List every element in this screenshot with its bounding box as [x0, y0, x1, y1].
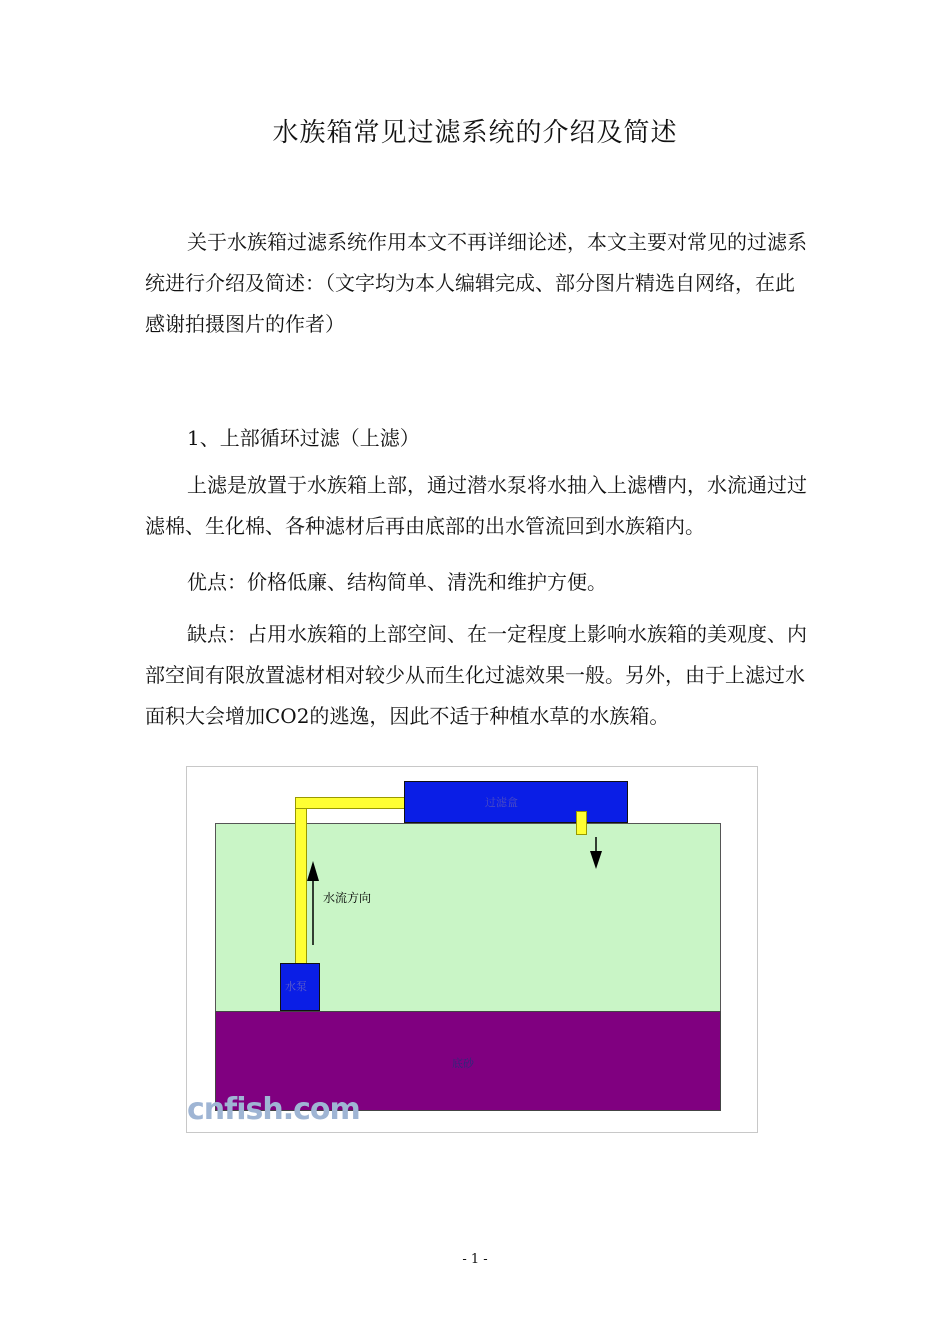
top-filter-diagram: [186, 766, 758, 1133]
watermark-logo: cnfish.com: [187, 1092, 360, 1127]
disadvantages-paragraph: 缺点：占用水族箱的上部空间、在一定程度上影响水族箱的美观度、内部空间有限放置滤材相对较少从而生化过滤效果一般。另外，由于上滤过水面积大会增加CO2的逃逸，因此不适于种植水草的水族箱。: [145, 622, 807, 728]
flow-arrows: [187, 767, 757, 1132]
section-heading: 1、上部循环过滤（上滤）: [187, 426, 420, 450]
advantages-paragraph: 优点：价格低廉、结构简单、清洗和维护方便。: [187, 570, 607, 594]
page-number: - 1 -: [462, 1252, 488, 1267]
flow-direction-label: 水流方向: [323, 891, 372, 905]
page-title: 水族箱常见过滤系统的介绍及简述: [272, 118, 678, 148]
down-arrow-icon: [590, 837, 602, 869]
filter-box-label: 过滤盒: [485, 796, 518, 809]
substrate-label: 底砂: [452, 1057, 474, 1070]
pump-label: 水泵: [285, 980, 307, 993]
intro-paragraph: 关于水族箱过滤系统作用本文不再详细论述，本文主要对常见的过滤系统进行介绍及简述：（文字均为本人编辑完成、部分图片精选自网络，在此感谢拍摄图片的作者）: [145, 230, 807, 336]
up-arrow-icon: [307, 861, 319, 945]
section-description: 上滤是放置于水族箱上部，通过潜水泵将水抽入上滤槽内，水流通过过滤棉、生化棉、各种滤材后再由底部的出水管流回到水族箱内。: [145, 473, 807, 538]
